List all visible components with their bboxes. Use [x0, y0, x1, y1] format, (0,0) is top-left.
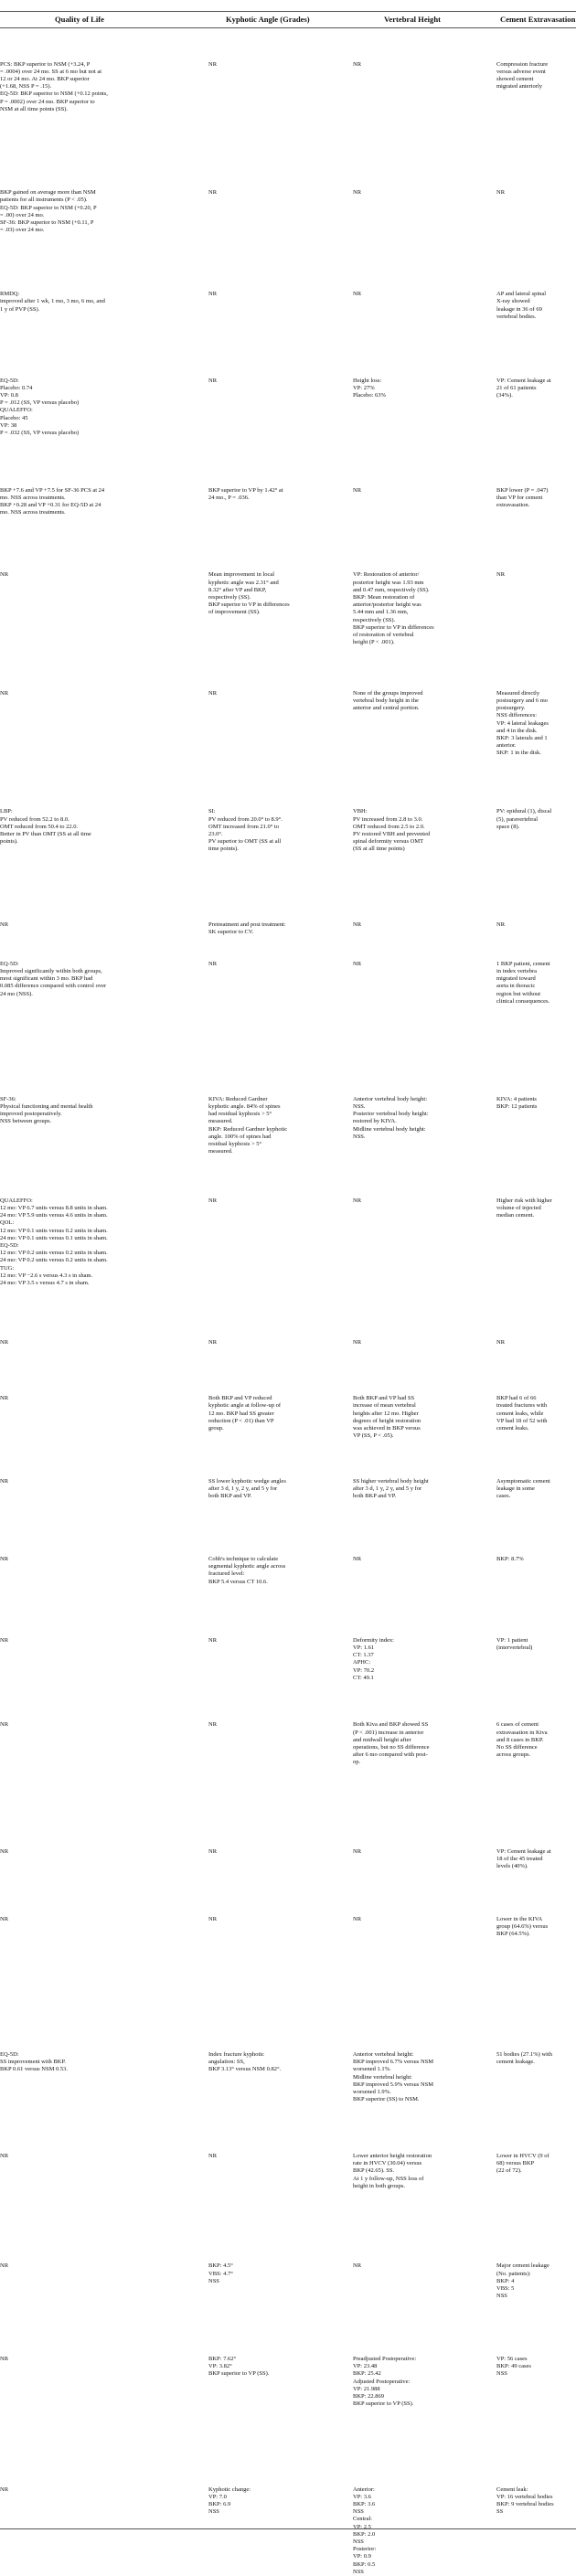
cell-vertebral-height: Anterior: VP: 3.6 BKP: 3.6 NSS Central: VP: 2.5 BKP: 2.0 NSS Posterior: VP: 0.9 BKP: 0.5 NSS: [353, 2486, 377, 2575]
cell-cement-extravasation: Asymptomatic cement leakage in some cases.: [496, 1477, 550, 1500]
cell-kyphotic-angle: Index fracture kyphotic angulation: SS, BKP 3.13° versus NSM 0.82°.: [208, 2051, 282, 2073]
cell-kyphotic-angle: NR: [208, 1848, 218, 1856]
cell-quality-of-life: RMDQ: improved after 1 wk, 1 mo, 3 mo, 6 mo, and 1 y of PVP (SS).: [0, 291, 105, 313]
cell-vertebral-height: NR: [353, 189, 362, 197]
cell-quality-of-life: NR: [0, 1395, 9, 1402]
cell-cement-extravasation: KIVA: 4 patients BKP: 12 patients: [496, 1095, 538, 1110]
cell-kyphotic-angle: NR: [208, 689, 218, 697]
cell-quality-of-life: LBP: PV reduced from 52.2 to 8.0. OMT reduced from 50.4 to 22.0. Better in PV than OMT (SS at all time points).: [0, 808, 91, 846]
cell-quality-of-life: NR: [0, 2262, 9, 2270]
cell-vertebral-height: Anterior vertebral body height: NSS. Posterior vertebral body height: restored by KIVA. Midline vertebral body height: NSS.: [353, 1095, 429, 1140]
cell-quality-of-life: EQ-5D: Placebo: 0.74 VP: 0.8 P = .012 (SS, VP versus placebo) QUALEFFO: Placebo: 45 VP: 38 P = .032 (SS, VP versus placebo): [0, 377, 80, 436]
cell-vertebral-height: NR: [353, 1197, 362, 1204]
cell-kyphotic-angle: NR: [208, 1197, 218, 1204]
cell-cement-extravasation: PV: epidural (1), discal (5), paravertebral space (8).: [496, 808, 552, 830]
cell-kyphotic-angle: Kyphotic change: VP: 7.0 BKP: 6.9 NSS: [208, 2486, 251, 2516]
cell-cement-extravasation: VP: Cement leakage at 18 of the 45 treated levels (40%).: [496, 1848, 551, 1870]
cell-cement-extravasation: BKP: 8.7%: [496, 1556, 524, 1562]
cell-cement-extravasation: BKP had 6 of 66 treated fractures with cement leaks, while VP had 18 of 52 with cement leaks.: [496, 1395, 548, 1432]
cell-quality-of-life: EQ-5D: SS improvement with BKP. BKP 0.61 versus NSM 0.53.: [0, 2051, 68, 2073]
cell-cement-extravasation: BKP lower (P = .047) than VP for cement extravasation.: [496, 486, 549, 509]
cell-vertebral-height: None of the groups improved vertebral body height in the anterior and central portion.: [353, 689, 423, 712]
table-top-rule: [0, 11, 576, 12]
cell-quality-of-life: NR: [0, 921, 9, 929]
cell-kyphotic-angle: Both BKP and VP reduced kyphotic angle at follow-up of 12 mo. BKP had SS greater reduction (P < .01) than VP group.: [208, 1395, 282, 1432]
cell-quality-of-life: NR: [0, 689, 9, 697]
cell-quality-of-life: NR: [0, 571, 9, 579]
cell-vertebral-height: VBH: PV increased from 2.8 to 3.0. OMT reduced from 2.5 to 2.0. PV restored VBH and prevented spinal deformity versus OMT (SS at all time points): [353, 808, 431, 853]
cell-cement-extravasation: NR: [496, 571, 506, 579]
cell-kyphotic-angle: BKP: 4.5° VBS: 4.7° NSS: [208, 2262, 233, 2284]
cell-quality-of-life: BKP +7.6 and VP +7.5 for SF-36 PCS at 24 mo. NSS across treatments. BKP +0.28 and VP +0.31 for EQ-5D at 24 mo. NSS across treatments.: [0, 486, 105, 516]
cell-cement-extravasation: NR: [496, 921, 506, 929]
cell-vertebral-height: NR: [353, 1556, 362, 1562]
cell-cement-extravasation: Cement leak: VP: 16 vertebral bodies BKP: 9 vertebral bodies SS: [496, 2486, 554, 2516]
cell-kyphotic-angle: NR: [208, 1916, 218, 1923]
cell-kyphotic-angle: NR: [208, 377, 218, 384]
cell-kyphotic-angle: BKP superior to VP by 1.42° at 24 mo., P = .036.: [208, 486, 283, 501]
cell-vertebral-height: Height loss: VP: 27% Placebo: 63%: [353, 377, 386, 399]
cell-cement-extravasation: 51 bodies (27.1%) with cement leakage.: [496, 2051, 553, 2066]
cell-vertebral-height: Both Kiva and BKP showed SS (P < .001) increase in anterior and midwall height after operations, but no SS difference after 6 mo compared with post- op.: [353, 1721, 430, 1766]
cell-cement-extravasation: VP: 1 patient (intervertebral): [496, 1636, 533, 1651]
cell-cement-extravasation: 6 cases of cement extravasation in Kiva and 8 cases in BKP. No SS difference across groups.: [496, 1721, 548, 1759]
cell-vertebral-height: NR: [353, 1339, 362, 1347]
cell-vertebral-height: NR: [353, 2262, 362, 2270]
cell-vertebral-height: Lower anterior height restoration rate in HVCV (30.04) versus BKP (42.65). SS. At 1 y follow-up, NSS loss of height in both groups.: [353, 2153, 432, 2189]
cell-vertebral-height: Preadjusted Postoperative: VP: 23.48 BKP: 25.42 Adjusted Postoperative: VP: 21.988 BKP: 22.869 BKP superior to VP (SS).: [353, 2356, 417, 2408]
table-header-rule: [0, 27, 576, 28]
cell-kyphotic-angle: NR: [208, 960, 218, 967]
header-vertebral-height: Vertebral Height: [384, 15, 441, 24]
cell-quality-of-life: SF-36: Physical functioning and mental health improved postoperatively. NSS between groups.: [0, 1095, 93, 1125]
cell-quality-of-life: NR: [0, 1636, 9, 1644]
cell-vertebral-height: NR: [353, 960, 362, 967]
cell-vertebral-height: NR: [353, 291, 362, 298]
cell-cement-extravasation: Lower in the KIVA group (64.6%) versus BKP (64.5%).: [496, 1916, 549, 1938]
cell-vertebral-height: NR: [353, 1848, 362, 1856]
cell-quality-of-life: NR: [0, 1916, 9, 1923]
cell-cement-extravasation: NR: [496, 1339, 506, 1347]
cell-cement-extravasation: Lower in HVCV (9 of 68) versus BKP (22 of 72).: [496, 2153, 549, 2175]
cell-vertebral-height: NR: [353, 486, 362, 494]
cell-quality-of-life: NR: [0, 1848, 9, 1856]
cell-kyphotic-angle: BKP: 7.62° VP: 3.82° BKP superior to VP (SS).: [208, 2356, 270, 2378]
cell-kyphotic-angle: NR: [208, 2153, 218, 2160]
cell-quality-of-life: NR: [0, 2486, 9, 2493]
cell-cement-extravasation: NR: [496, 189, 506, 197]
cell-kyphotic-angle: SS lower kyphotic wedge angles after 3 d, 1 y, 2 y, and 5 y for both BKP and VP.: [208, 1477, 286, 1500]
cell-quality-of-life: NR: [0, 2153, 9, 2160]
cell-kyphotic-angle: NR: [208, 1636, 218, 1644]
table-bottom-rule: [0, 2528, 576, 2529]
cell-cement-extravasation: Higher risk with higher volume of injected median cement.: [496, 1197, 552, 1219]
cell-vertebral-height: VP: Restoration of anterior/ posterior height was 1.93 mm and 0.47 mm, respectively (SS). BKP: Mean restoration of anterior/posterior height was 5.44 mm and 1.36 mm, respectively (SS). BKP superior to VP in differences of restoration of vertebral height (P < .001).: [353, 571, 434, 646]
cell-cement-extravasation: 1 BKP patient, cement in index vertebra migrated toward aorta in thoracic region but without clinical consequences.: [496, 960, 550, 1005]
header-quality-of-life: Quality of Life: [55, 15, 104, 24]
cell-vertebral-height: NR: [353, 60, 362, 68]
cell-vertebral-height: Anterior vertebral height: BKP improved 6.7% versus NSM worsened 1.1%. Midline vertebral height: BKP improved 5.9% versus NSM worsened 1.9%. BKP superior (SS) to NSM.: [353, 2051, 434, 2103]
cell-kyphotic-angle: Cobb's technique to calculate segmental kyphotic angle across fractured level: BKP 5.4 versus CT 10.6.: [208, 1556, 286, 1585]
cell-kyphotic-angle: SI: PV reduced from 20.0° to 8.9°. OMT increased from 21.0° to 23.0°. PV superior to OMT (SS at all time points).: [208, 808, 283, 853]
cell-quality-of-life: QUALEFFO: 12 mo: VP 6.7 units versus 8.8 units in sham. 24 mo: VP 5.9 units versus 4.6 units in sham. QOL: 12 mo: VP 0.1 units versus 0.2 units in sham. 24 mo: VP 0.1 units versus 0.1 units in sham. EQ-5D: 12 mo: VP 0.2 units versus 0.2 units in sham. 24 mo: VP 0.2 units versus 0.2 units in sham. TUG: 12 mo: VP −2.6 s versus 4.3 s in sham. 24 mo: VP 3.5 s versus 4.7 s in sham.: [0, 1197, 108, 1287]
cell-vertebral-height: SS higher vertebral body height after 3 d, 1 y, 2 y, and 5 y for both BKP and VP.: [353, 1477, 429, 1500]
cell-quality-of-life: NR: [0, 2356, 9, 2363]
cell-vertebral-height: NR: [353, 921, 362, 929]
header-cement-extravasation: Cement Extravasation: [500, 15, 576, 24]
cell-cement-extravasation: Major cement leakage (No. patients): BKP: 4 VBS: 5 NSS: [496, 2262, 549, 2300]
cell-kyphotic-angle: NR: [208, 291, 218, 298]
cell-cement-extravasation: VP: Cement leakage at 21 of 61 patients (34%).: [496, 377, 551, 399]
cell-kyphotic-angle: NR: [208, 189, 218, 197]
cell-cement-extravasation: Compression fracture versus adverse event showed cement migrated anteriorly: [496, 60, 549, 90]
cell-cement-extravasation: AP and lateral spinal X-ray showed leakage in 36 of 69 vertebral bodies.: [496, 291, 547, 320]
cell-vertebral-height: Both BKP and VP had SS increase of mean vertebral heights after 12 mo. Higher degrees of height restoration was achieved in BKP versus VP (SS, P < .05).: [353, 1395, 421, 1440]
cell-kyphotic-angle: NR: [208, 1339, 218, 1347]
cell-quality-of-life: NR: [0, 1721, 9, 1729]
cell-cement-extravasation: VP: 56 cases BKP: 49 cases NSS: [496, 2356, 531, 2378]
cell-cement-extravasation: Measured directly postsurgery and 6 mo postsurgery. NSS differences: VP: 4 lateral leakages and 4 in the disk. BKP: 3 laterals and 1 anterior. SKP: 1 in the disk.: [496, 689, 549, 757]
cell-quality-of-life: EQ-5D: Improved significantly within both groups, most significant within 3 mo. BKP had 0.085 difference compared with control over 24 mo (NSS).: [0, 960, 107, 997]
header-kyphotic-angle: Kyphotic Angle (Grades): [226, 15, 310, 24]
cell-quality-of-life: PCS: BKP superior to NSM (+3.24, P = .0004) over 24 mo. SS at 6 mo but not at 12 or 24 mo. At 24 mo. BKP superior (+1.68, NSS P = .15). EQ-5D: BKP superior to NSM (+0.12 points, P = .0002) over 24 mo. BKP superior to NSM at all time points (SS).: [0, 60, 108, 112]
cell-kyphotic-angle: NR: [208, 60, 218, 68]
cell-kyphotic-angle: Mean improvement in local kyphotic angle was 2.31° and 8.32° after VP and BKP, respectively (SS). BKP superior to VP in differences of improvement (SS).: [208, 571, 290, 616]
cell-vertebral-height: NR: [353, 1916, 362, 1923]
cell-quality-of-life: BKP gained on average more than NSM patients for all instruments (P < .05). EQ-5D: BKP superior to NSM (+0.20, P = .00) over 24 mo. SF-36: BKP superior to NSM (+0.11, P = .03) over 24 mo.: [0, 189, 97, 234]
cell-quality-of-life: NR: [0, 1339, 9, 1347]
cell-kyphotic-angle: NR: [208, 1721, 218, 1729]
cell-kyphotic-angle: Pretreatment and post treatment: SK superior to CV.: [208, 921, 286, 936]
cell-quality-of-life: NR: [0, 1556, 9, 1562]
cell-kyphotic-angle: KIVA: Reduced Gardner kyphotic angle. 84% of spines had residual kyphosis > 5° measured. BKP: Reduced Gardner kyphotic angle. 100% of spines had residual kyphosis > 5° measured.: [208, 1095, 288, 1155]
cell-vertebral-height: Deformity index: VP: 1.61 CT: 1.37 APHC: VP: 70.2 CT: 49.1: [353, 1636, 394, 1681]
cell-quality-of-life: NR: [0, 1477, 9, 1485]
